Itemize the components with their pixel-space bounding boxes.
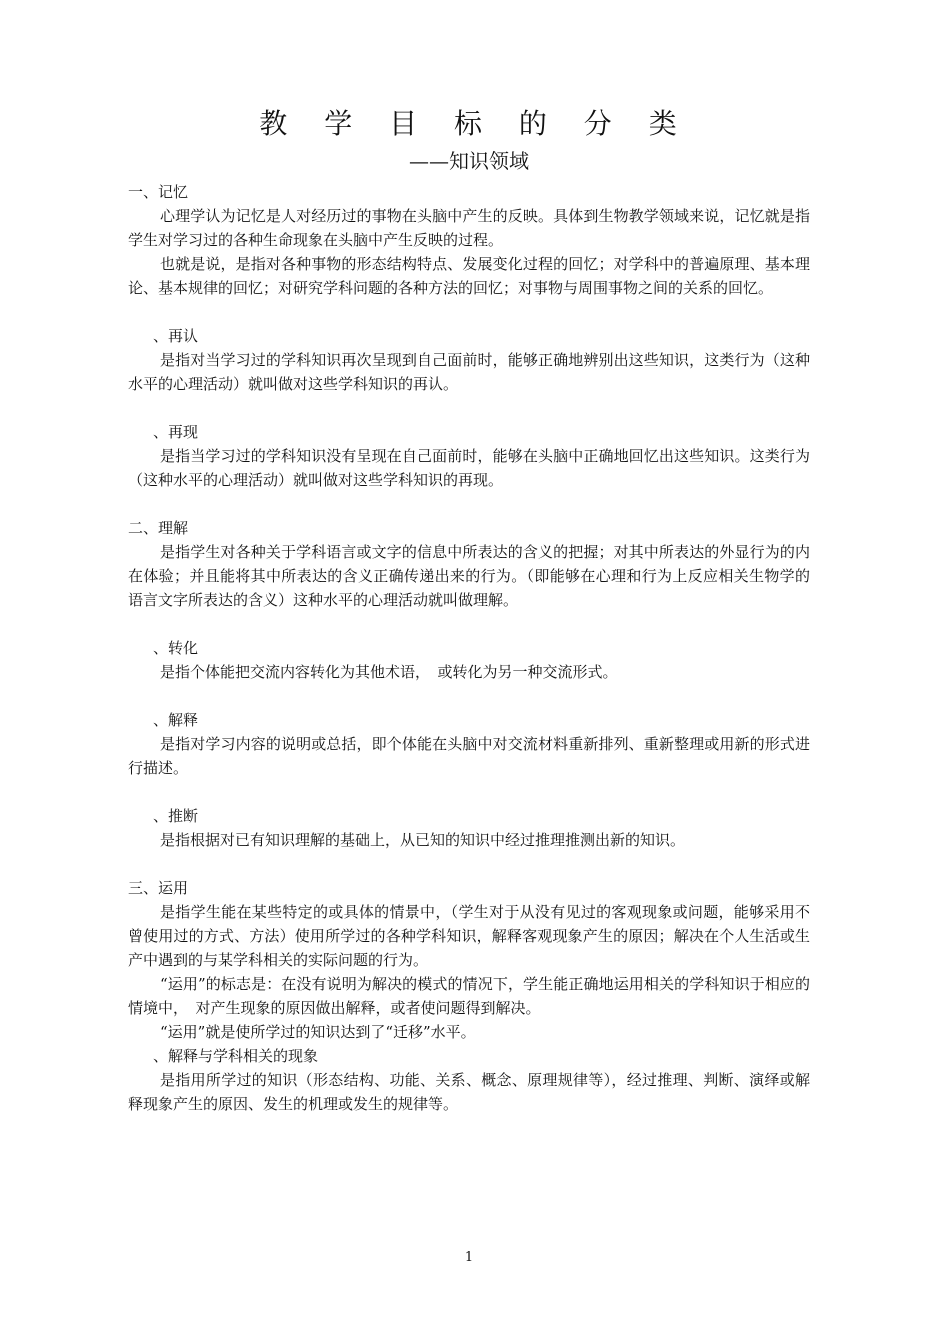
- section-heading-memory: 一、记忆: [128, 183, 189, 201]
- paragraph-recognition: 是指对当学习过的学科知识再次呈现到自己面前时，能够正确地辨别出这些知识，这类行为（这种水平的心理活动）就叫做对这些学科知识的再认。: [128, 351, 810, 393]
- spacer: [128, 300, 810, 324]
- subsection-heading-translation: 、转化: [153, 639, 199, 657]
- spacer: [128, 396, 810, 420]
- paragraph-translation: 是指个体能把交流内容转化为其他术语， 或转化为另一种交流形式。: [160, 663, 618, 681]
- paragraph-application-2: “运用”的标志是：在没有说明为解决的模式的情况下，学生能正确地运用相关的学科知识于相应的情境中， 对产生现象的原因做出解释，或者使问题得到解决。: [128, 975, 810, 1017]
- document-subtitle: ——知识领域: [409, 149, 529, 173]
- paragraph-explain-phenomena: 是指用所学过的知识（形态结构、功能、关系、概念、原理规律等），经过推理、判断、演绎或解释现象产生的原因、发生的机理或发生的规律等。: [128, 1071, 810, 1113]
- paragraph-memory-2: 也就是说，是指对各种事物的形态结构特点、发展变化过程的回忆；对学科中的普遍原理、基本理论、基本规律的回忆；对研究学科问题的各种方法的回忆；对事物与周围事物之间的关系的回忆。: [128, 255, 810, 297]
- subsection-heading-recall: 、再现: [153, 423, 199, 441]
- paragraph-application-1: 是指学生能在某些特定的或具体的情景中，（学生对于从没有见过的客观现象或问题，能够采用不曾使用过的方式、方法）使用所学过的各种学科知识，解释客观现象产生的原因；解决在个人生活或生产中遇到的与某学科相关的实际问题的行为。: [128, 903, 810, 969]
- document-body: [128, 180, 810, 1116]
- document-title: 教 学 目 标 的 分 类: [259, 107, 691, 140]
- section-heading-understanding: 二、理解: [128, 519, 189, 537]
- spacer: [128, 780, 810, 804]
- page-number: 1: [464, 1250, 474, 1265]
- spacer: [128, 492, 810, 516]
- subsection-heading-interpretation: 、解释: [153, 711, 199, 729]
- section-heading-application: 三、运用: [128, 879, 189, 897]
- spacer: [128, 684, 810, 708]
- subsection-heading-inference: 、推断: [153, 807, 199, 825]
- paragraph-understanding: 是指学生对各种关于学科语言或文字的信息中所表达的含义的把握；对其中所表达的外显行为的内在体验；并且能将其中所表达的含义正确传递出来的行为。（即能够在心理和行为上反应相关生物学的语言文字所表达的含义）这种水平的心理活动就叫做理解。: [128, 543, 810, 609]
- spacer: [128, 852, 810, 876]
- subsection-heading-explain-phenomena: 、解释与学科相关的现象: [153, 1047, 319, 1065]
- paragraph-recall: 是指当学习过的学科知识没有呈现在自己面前时，能够在头脑中正确地回忆出这些知识。这类行为（这种水平的心理活动）就叫做对这些学科知识的再现。: [128, 447, 810, 489]
- spacer: [128, 612, 810, 636]
- paragraph-interpretation: 是指对学习内容的说明或总括，即个体能在头脑中对交流材料重新排列、重新整理或用新的形式进行描述。: [128, 735, 810, 777]
- paragraph-memory-1: 心理学认为记忆是人对经历过的事物在头脑中产生的反映。具体到生物教学领域来说，记忆就是指学生对学习过的各种生命现象在头脑中产生反映的过程。: [128, 207, 810, 249]
- subsection-heading-recognition: 、再认: [153, 327, 199, 345]
- paragraph-application-3: “运用”就是使所学过的知识达到了“迁移”水平。: [160, 1023, 476, 1041]
- paragraph-inference: 是指根据对已有知识理解的基础上，从已知的知识中经过推理推测出新的知识。: [160, 831, 686, 849]
